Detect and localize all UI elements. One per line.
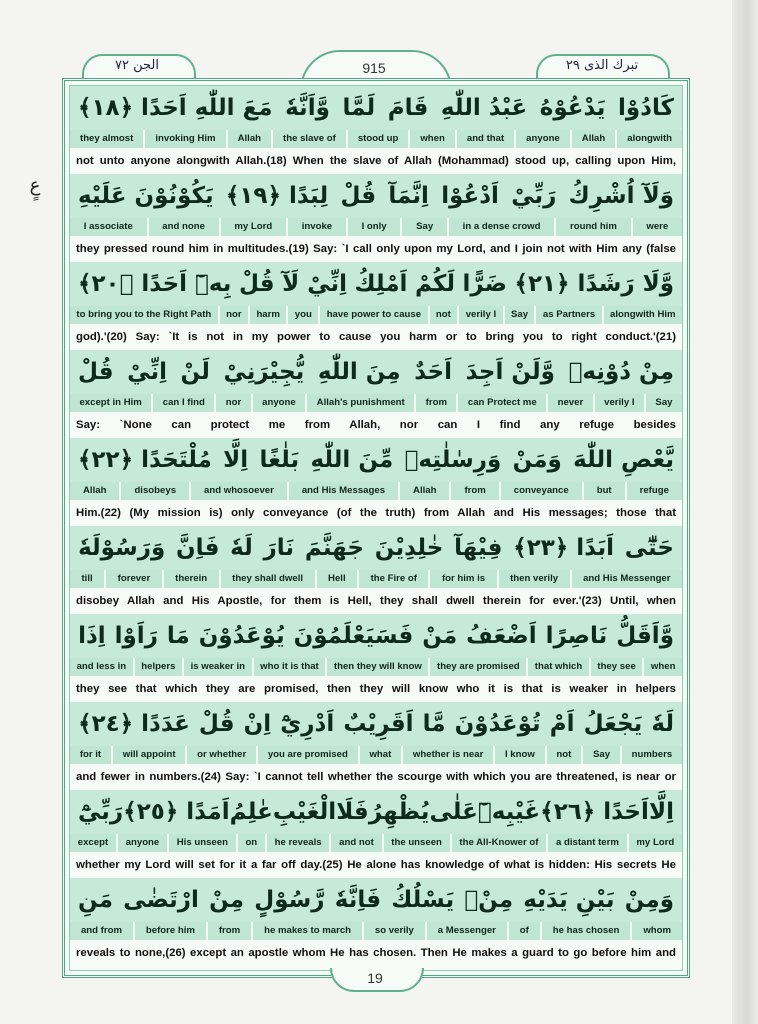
word-gloss: a Messenger <box>427 922 509 940</box>
word-gloss-line <box>70 834 682 852</box>
arabic-word: يُظْهِرُ <box>368 799 430 825</box>
word-gloss: the unseen <box>384 834 452 852</box>
word-gloss: so verily <box>364 922 427 940</box>
arabic-word: مَنِ <box>78 887 113 913</box>
arabic-word: ارْتَضٰى <box>123 887 199 913</box>
word-gloss: disobeys <box>121 482 191 500</box>
arabic-word: اِنِّيْ <box>127 359 167 385</box>
arabic-word: وَّلَا رَشَدًا ﴿٢١﴾ <box>514 271 674 297</box>
arabic-word: كَادُوْا <box>618 95 674 121</box>
translation-line: and fewer in numbers.(24) Say: `I cannot tell whether the scourge with which you are threatened, is near or <box>70 764 682 790</box>
arabic-word: عَلٰى <box>429 799 478 825</box>
word-gloss: anyone <box>253 394 308 412</box>
arabic-word: فَاِنَّهٗ <box>334 887 382 913</box>
arabic-word: وَمَنْ <box>512 447 562 473</box>
arabic-word: مِّنَ اللّٰهِ <box>310 447 394 473</box>
word-gloss: who it is that <box>254 658 328 676</box>
word-gloss: His unseen <box>169 834 238 852</box>
translation-line: god).'(20) Say: `It is not in my power to cause you harm or to bring you to right conduct.'(21) <box>70 324 682 350</box>
word-gloss: then they will know <box>327 658 430 676</box>
word-gloss: when <box>644 658 682 676</box>
verse-block <box>70 174 682 262</box>
translation-line: Say: `None can protect me from Allah, nor can I find any refuge besides <box>70 412 682 438</box>
word-gloss: never <box>548 394 595 412</box>
arabic-word: مَنْ <box>422 623 458 649</box>
translation-line: not unto anyone alongwith Allah.(18) When the slave of Allah (Mohammad) stood up, calling upon Him, <box>70 148 682 174</box>
word-gloss: Allah <box>572 130 617 148</box>
word-gloss: nor <box>220 306 250 324</box>
word-gloss: and whosoever <box>191 482 289 500</box>
verse-block <box>70 86 682 174</box>
arabic-word: رَبِّيْ <box>511 183 557 209</box>
arabic-line <box>70 350 682 394</box>
word-gloss: and His Messages <box>289 482 400 500</box>
arabic-word: لَمَّا <box>342 95 376 121</box>
word-gloss: the All-Knower of <box>452 834 549 852</box>
verse-block <box>70 526 682 614</box>
arabic-word: اِذَا <box>78 623 106 649</box>
word-gloss: he reveals <box>267 834 331 852</box>
arabic-word: اَقَرِيْبٌ <box>343 711 414 737</box>
arabic-word: اِنْ <box>243 711 272 737</box>
word-gloss: anyone <box>118 834 169 852</box>
arabic-word: وَّلَنْ اَجِدَ <box>465 359 555 385</box>
word-gloss: from <box>451 482 500 500</box>
arabic-word: رَاَوْا <box>114 623 158 649</box>
arabic-word: اَمْ <box>549 711 575 737</box>
word-gloss: they almost <box>70 130 145 148</box>
translation-line: whether my Lord will set for it a far off day.(25) He alone has knowledge of what is hidden: His secrets He <box>70 852 682 878</box>
word-gloss: anyone <box>516 130 572 148</box>
word-gloss: and that <box>457 130 516 148</box>
word-gloss: Hell <box>317 570 360 588</box>
arabic-word: فَاِنَّ <box>176 535 220 561</box>
arabic-line <box>70 174 682 218</box>
arabic-word: اَدْرِيْٓ <box>280 711 335 737</box>
translation-line: they see that which they are promised, then they will know who it is that is weaker in helpers <box>70 676 682 702</box>
word-gloss: helpers <box>135 658 184 676</box>
arabic-word: نَارَ <box>263 535 295 561</box>
word-gloss: you are promised <box>258 746 360 764</box>
word-gloss: Allah <box>400 482 451 500</box>
word-gloss: for it <box>70 746 113 764</box>
verse-block <box>70 702 682 790</box>
word-gloss: verily I <box>459 306 504 324</box>
word-gloss: of <box>509 922 542 940</box>
word-gloss: I associate <box>70 218 149 236</box>
word-gloss: and His Messenger <box>572 570 682 588</box>
translation-line: disobey Allah and His Apostle, for them is Hell, they shall dwell therein for ever.'(23) Until, when <box>70 588 682 614</box>
word-gloss: but <box>584 482 627 500</box>
word-gloss: they are promised <box>430 658 528 676</box>
word-gloss: numbers <box>622 746 682 764</box>
arabic-word: اِلَّا <box>648 799 674 825</box>
arabic-word: مَعَ اللّٰهِ اَحَدًا ﴿١٨﴾ <box>78 95 273 121</box>
arabic-word: اَمْلِكُ <box>354 271 408 297</box>
arabic-line <box>70 878 682 922</box>
word-gloss: from <box>208 922 253 940</box>
arabic-word: لَكُمْ <box>414 271 456 297</box>
word-gloss: I only <box>348 218 403 236</box>
arabic-word: بِهٖٓ اَحَدًا ﴿٢٠﴾ <box>78 271 232 297</box>
word-gloss: till <box>70 570 106 588</box>
word-gloss: except in Him <box>70 394 153 412</box>
arabic-word: لَنْ <box>180 359 210 385</box>
arabic-line <box>70 86 682 130</box>
arabic-word: يَّعْصِ اللّٰهَ <box>573 447 674 473</box>
arabic-word: بَلٰغًا <box>259 447 300 473</box>
ruku-mark: عٍ <box>29 175 41 196</box>
translation-line: they pressed round him in multitudes.(19) Say: `I call only upon my Lord, and I join not with Him any (false <box>70 236 682 262</box>
arabic-word: اِلَّا <box>223 447 249 473</box>
word-gloss-line <box>70 394 682 412</box>
arabic-line <box>70 438 682 482</box>
word-gloss: for him is <box>430 570 498 588</box>
arabic-word: فَلَا <box>336 799 369 825</box>
word-gloss: refuge <box>627 482 682 500</box>
word-gloss: whom <box>632 922 682 940</box>
arabic-word: الْغَيْبِ <box>272 799 337 825</box>
arabic-word: بَيْنِ يَدَيْهِ <box>523 887 615 913</box>
juz-number: 19 <box>367 970 383 986</box>
word-gloss: on <box>238 834 267 852</box>
verse-block <box>70 614 682 702</box>
arabic-word: قُلْ <box>340 183 377 209</box>
word-gloss-line <box>70 218 682 236</box>
arabic-line <box>70 790 682 834</box>
word-gloss: as Partners <box>536 306 603 324</box>
arabic-line <box>70 262 682 306</box>
arabic-word: ضَرًّا <box>462 271 507 297</box>
word-gloss: except <box>70 834 118 852</box>
arabic-word: وَرَسُوْلَهٗ <box>78 535 166 561</box>
word-gloss: from <box>416 394 458 412</box>
word-gloss: before him <box>135 922 208 940</box>
word-gloss-line <box>70 658 682 676</box>
word-gloss: forever <box>106 570 164 588</box>
word-gloss: Allah <box>70 482 121 500</box>
arabic-word: مَّا <box>422 711 446 737</box>
juz-title: تبرك الذى ٢٩ <box>565 58 639 73</box>
word-gloss-line <box>70 130 682 148</box>
verse-content <box>70 86 682 966</box>
arabic-line <box>70 702 682 746</box>
arabic-word: عَدَدًا ﴿٢٤﴾ <box>78 711 190 737</box>
word-gloss: and less in <box>70 658 135 676</box>
word-gloss: what <box>360 746 403 764</box>
arabic-word: رَّسُوْلٍ <box>254 887 325 913</box>
word-gloss: were <box>633 218 682 236</box>
arabic-word: مِنْ دُوْنِهٖ <box>568 359 674 385</box>
word-gloss: not <box>547 746 584 764</box>
word-gloss: Allah's punishment <box>307 394 416 412</box>
word-gloss: invoke <box>288 218 348 236</box>
word-gloss: alongwith Him <box>604 306 682 324</box>
word-gloss: then verily <box>499 570 572 588</box>
word-gloss: and not <box>331 834 383 852</box>
arabic-word: يَسْلُكُ <box>391 887 455 913</box>
arabic-word: وَمِنْ <box>624 887 674 913</box>
arabic-word: وَّاَقَلُّ <box>616 623 674 649</box>
word-gloss-line <box>70 922 682 940</box>
word-gloss: that which <box>528 658 591 676</box>
word-gloss: Say <box>505 306 537 324</box>
word-gloss: I know <box>495 746 546 764</box>
arabic-word: وَلَآ اُشْرِكُ <box>568 183 674 209</box>
arabic-word: يَدْعُوْهُ <box>539 95 606 121</box>
page-edge <box>732 0 758 1024</box>
word-gloss: he makes to march <box>253 922 364 940</box>
arabic-word: اَضْعَفُ <box>466 623 537 649</box>
arabic-word: لَهٗ <box>230 535 253 561</box>
word-gloss: when <box>410 130 457 148</box>
word-gloss: or whether <box>187 746 258 764</box>
arabic-word: يَكُوْنُوْنَ عَلَيْهِ <box>78 183 214 209</box>
arabic-word: عٰلِمُ <box>229 799 273 825</box>
arabic-word: نَاصِرًا <box>545 623 608 649</box>
verse-block <box>70 350 682 438</box>
word-gloss: Say <box>646 394 682 412</box>
word-gloss: Allah <box>228 130 273 148</box>
verse-block <box>70 438 682 526</box>
verse-block <box>70 878 682 966</box>
arabic-word: مِنْۢ <box>464 887 514 913</box>
arabic-word: قُلْ <box>78 359 114 385</box>
word-gloss: stood up <box>348 130 411 148</box>
arabic-word: مِنْ <box>209 887 245 913</box>
word-gloss: Say <box>402 218 449 236</box>
verse-block <box>70 262 682 350</box>
arabic-word: يُوْعَدُوْنَ <box>198 623 285 649</box>
arabic-word: اَبَدًا ﴿٢٣﴾ <box>513 535 614 561</box>
arabic-word: رَبِّيْٓ <box>78 799 124 825</box>
word-gloss: verily I <box>595 394 646 412</box>
word-gloss: is weaker in <box>184 658 254 676</box>
word-gloss: alongwith <box>617 130 682 148</box>
arabic-word: اَدْعُوْا <box>441 183 499 209</box>
word-gloss-line <box>70 570 682 588</box>
word-gloss: can Protect me <box>458 394 548 412</box>
word-gloss: in a dense crowd <box>449 218 556 236</box>
arabic-word: اَحَدًا ﴿٢٦﴾ <box>540 799 649 825</box>
arabic-word: قُلْ <box>238 271 275 297</box>
arabic-word: يُّجِيْرَنِيْ <box>223 359 305 385</box>
word-gloss: they see <box>591 658 645 676</box>
word-gloss: to bring you to the Right Path <box>70 306 220 324</box>
verse-block <box>70 790 682 878</box>
arabic-word: غَيْبِهٖٓ <box>477 799 541 825</box>
arabic-word: اِنَّمَآ <box>388 183 429 209</box>
arabic-word: اِنِّيْ لَآ <box>282 271 347 297</box>
word-gloss: the slave of <box>273 130 348 148</box>
arabic-word: مِنَ اللّٰهِ <box>317 359 401 385</box>
word-gloss: they shall dwell <box>221 570 317 588</box>
word-gloss: whether is near <box>403 746 495 764</box>
word-gloss: the Fire of <box>359 570 430 588</box>
word-gloss: conveyance <box>501 482 584 500</box>
arabic-word: جَهَنَّمَ <box>304 535 365 561</box>
word-gloss: invoking Him <box>145 130 227 148</box>
word-gloss: round him <box>556 218 632 236</box>
word-gloss: will appoint <box>113 746 187 764</box>
arabic-word: وَّاَنَّهٗ <box>285 95 330 121</box>
arabic-word: اَمَدًا ﴿٢٥﴾ <box>123 799 230 825</box>
arabic-word: قُلْ <box>198 711 235 737</box>
word-gloss-line <box>70 306 682 324</box>
word-gloss: harm <box>250 306 288 324</box>
arabic-word: مَا <box>166 623 190 649</box>
arabic-word: تُوْعَدُوْنَ <box>454 711 541 737</box>
page-number: 915 <box>362 60 386 76</box>
word-gloss-line <box>70 746 682 764</box>
arabic-word: فِيْهَآ <box>454 535 503 561</box>
word-gloss-line <box>70 482 682 500</box>
surah-title: الجن ٧٢ <box>115 58 159 73</box>
arabic-line <box>70 614 682 658</box>
word-gloss: my Lord <box>221 218 288 236</box>
word-gloss: have power to cause <box>320 306 429 324</box>
word-gloss: Say <box>583 746 622 764</box>
word-gloss: therein <box>164 570 221 588</box>
arabic-word: خٰلِدِيْنَ <box>374 535 444 561</box>
word-gloss: a distant term <box>548 834 628 852</box>
arabic-word: مُلْتَحَدًا ﴿٢٢﴾ <box>78 447 212 473</box>
arabic-word: اَحَدٌ <box>414 359 453 385</box>
word-gloss: and none <box>149 218 221 236</box>
arabic-word: فَسَيَعْلَمُوْنَ <box>293 623 414 649</box>
arabic-word: لِبَدًا ﴿١٩﴾ <box>225 183 329 209</box>
arabic-word: لَهٗ <box>651 711 674 737</box>
arabic-word: حَتّٰٓى <box>624 535 674 561</box>
arabic-word: يَجْعَلُ <box>583 711 643 737</box>
word-gloss: he has chosen <box>542 922 633 940</box>
translation-line: reveals to none,(26) except an apostle whom He has chosen. Then He makes a guard to go before him and <box>70 940 682 966</box>
arabic-word: قَامَ <box>387 95 429 121</box>
word-gloss: my Lord <box>629 834 682 852</box>
arabic-line <box>70 526 682 570</box>
translation-line: Him.(22) (My mission is) only conveyance (of the truth) from Allah and His messages; those that <box>70 500 682 526</box>
arabic-word: عَبْدُ اللّٰهِ <box>440 95 528 121</box>
word-gloss: you <box>288 306 320 324</box>
word-gloss: and from <box>70 922 135 940</box>
word-gloss: can I find <box>153 394 216 412</box>
word-gloss: nor <box>216 394 252 412</box>
arabic-word: وَرِسٰلٰتِهٖ <box>404 447 502 473</box>
word-gloss: not <box>430 306 460 324</box>
